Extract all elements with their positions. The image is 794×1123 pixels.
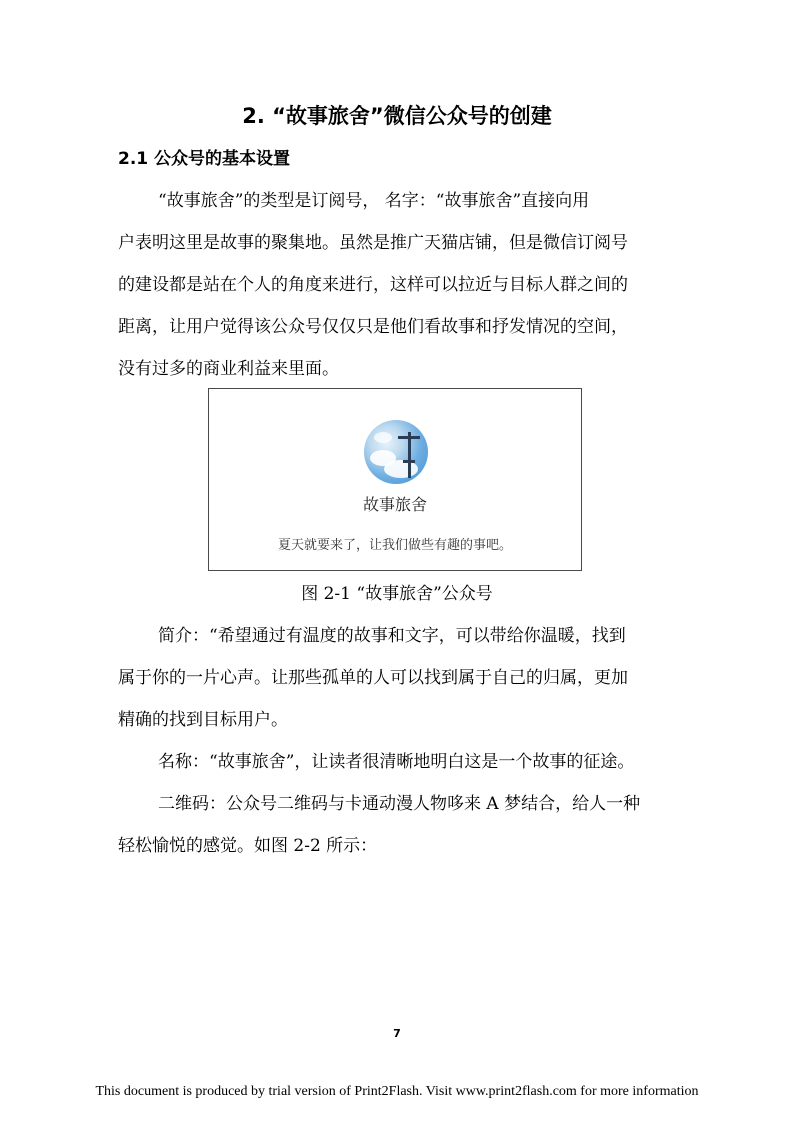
paragraph-line: 距离，让用户觉得该公众号仅仅只是他们看故事和抒发情况的空间， <box>118 317 628 337</box>
paragraph-line: 简介：“希望通过有温度的故事和文字，可以带给你温暖，找到 <box>158 626 626 646</box>
figure-caption: 图 2-1 “故事旅舍”公众号 <box>301 584 493 604</box>
section-heading: 2. “故事旅舍”微信公众号的创建 <box>242 104 552 128</box>
paragraph-line: “故事旅舍”的类型是订阅号， 名字：“故事旅舍”直接向用 <box>158 191 590 211</box>
figure-account-card <box>208 388 582 571</box>
paragraph-line: 精确的找到目标用户。 <box>118 710 288 730</box>
account-avatar <box>364 420 428 484</box>
page-number: 7 <box>393 1027 401 1040</box>
paragraph-line: 二维码：公众号二维码与卡通动漫人物哆来 A 梦结合，给人一种 <box>158 794 641 814</box>
account-description: 夏天就要来了，让我们做些有趣的事吧。 <box>277 538 512 553</box>
account-name: 故事旅舍 <box>362 495 427 514</box>
trial-footer: This document is produced by trial version of Print2Flash. Visit www.print2flash.com for more information <box>95 1084 699 1099</box>
paragraph-line: 属于你的一片心声。让那些孤单的人可以找到属于自己的归属，更加 <box>118 668 628 688</box>
paragraph-line: 轻松愉悦的感觉。如图 2-2 所示： <box>118 836 378 856</box>
paragraph-line: 没有过多的商业利益来里面。 <box>118 359 339 379</box>
paragraph-name: 名称：“故事旅舍”，让读者很清晰地明白这是一个故事的征途。 <box>158 752 635 772</box>
paragraph-line: 的建设都是站在个人的角度来进行，这样可以拉近与目标人群之间的 <box>118 275 628 295</box>
paragraph-line: 户表明这里是故事的聚集地。虽然是推广天猫店铺，但是微信订阅号 <box>118 233 628 253</box>
subsection-heading: 2.1 公众号的基本设置 <box>118 149 291 169</box>
